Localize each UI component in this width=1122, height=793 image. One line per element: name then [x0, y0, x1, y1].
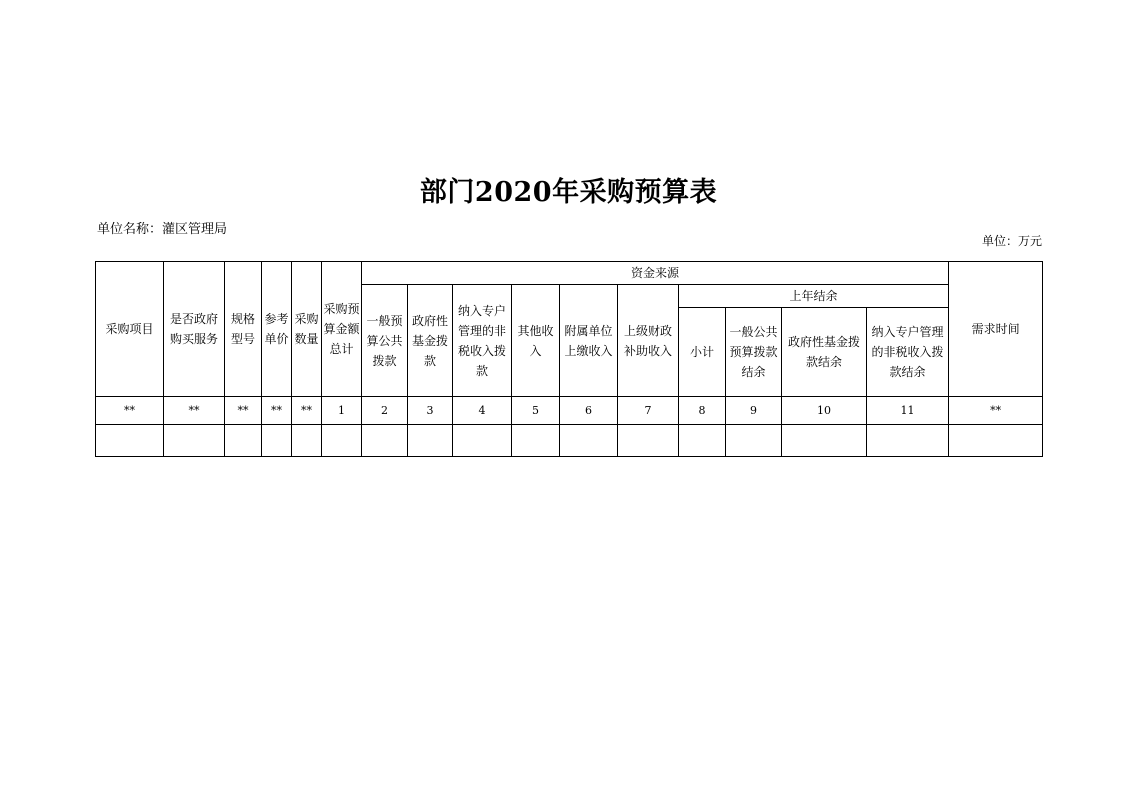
data-cell: [782, 425, 867, 457]
index-cell: 11: [867, 397, 949, 425]
index-cell: 7: [618, 397, 679, 425]
header-spec-model: 规格型号: [225, 262, 262, 397]
data-cell: [560, 425, 618, 457]
header-other-income: 其他收入: [512, 285, 560, 397]
header-special-nontax: 纳入专户管理的非税收入拨款: [453, 285, 512, 397]
index-cell: **: [225, 397, 262, 425]
data-cell: [618, 425, 679, 457]
index-cell: 5: [512, 397, 560, 425]
unit-label: 单位：万元: [981, 234, 1042, 248]
page-title: 部门2020年采购预算表: [419, 177, 718, 208]
header-gov-fund-balance: 政府性基金拨款结余: [782, 308, 867, 397]
data-cell: [453, 425, 512, 457]
index-cell: 2: [362, 397, 408, 425]
index-row: [96, 397, 1043, 425]
header-total-budget: 采购预算金额总计: [322, 262, 362, 397]
index-cell: 4: [453, 397, 512, 425]
budget-table: [95, 261, 1043, 457]
header-fund-source: 资金来源: [362, 262, 949, 285]
index-cell: **: [292, 397, 322, 425]
data-cell: [867, 425, 949, 457]
index-cell: 9: [726, 397, 782, 425]
index-cell: 10: [782, 397, 867, 425]
index-cell: **: [96, 397, 164, 425]
data-cell: [408, 425, 453, 457]
data-row: [96, 425, 1043, 457]
header-general-budget: 一般预算公共拨款: [362, 285, 408, 397]
index-cell: 1: [322, 397, 362, 425]
data-cell: [512, 425, 560, 457]
data-cell: [322, 425, 362, 457]
header-gov-fund: 政府性基金拨款: [408, 285, 453, 397]
data-cell: [225, 425, 262, 457]
header-superior-subsidy: 上级财政补助收入: [618, 285, 679, 397]
index-cell: **: [164, 397, 225, 425]
data-cell: [949, 425, 1043, 457]
header-last-year-balance: 上年结余: [679, 285, 949, 308]
header-general-balance: 一般公共预算拨款结余: [726, 308, 782, 397]
unit-name: 单位名称：灌区管理局: [97, 222, 228, 237]
data-cell: [362, 425, 408, 457]
header-quantity: 采购数量: [292, 262, 322, 397]
index-cell: 6: [560, 397, 618, 425]
header-procurement-item: 采购项目: [96, 262, 164, 397]
data-cell: [262, 425, 292, 457]
data-cell: [726, 425, 782, 457]
index-cell: 8: [679, 397, 726, 425]
index-cell: **: [949, 397, 1043, 425]
header-gov-purchase: 是否政府购买服务: [164, 262, 225, 397]
header-ref-price: 参考单价: [262, 262, 292, 397]
data-cell: [679, 425, 726, 457]
data-cell: [96, 425, 164, 457]
header-subsidiary: 附属单位上缴收入: [560, 285, 618, 397]
header-special-balance: 纳入专户管理的非税收入拨款结余: [867, 308, 949, 397]
data-cell: [292, 425, 322, 457]
index-cell: **: [262, 397, 292, 425]
header-subtotal: 小计: [679, 308, 726, 397]
data-cell: [164, 425, 225, 457]
index-cell: 3: [408, 397, 453, 425]
header-demand-time: 需求时间: [949, 262, 1043, 397]
